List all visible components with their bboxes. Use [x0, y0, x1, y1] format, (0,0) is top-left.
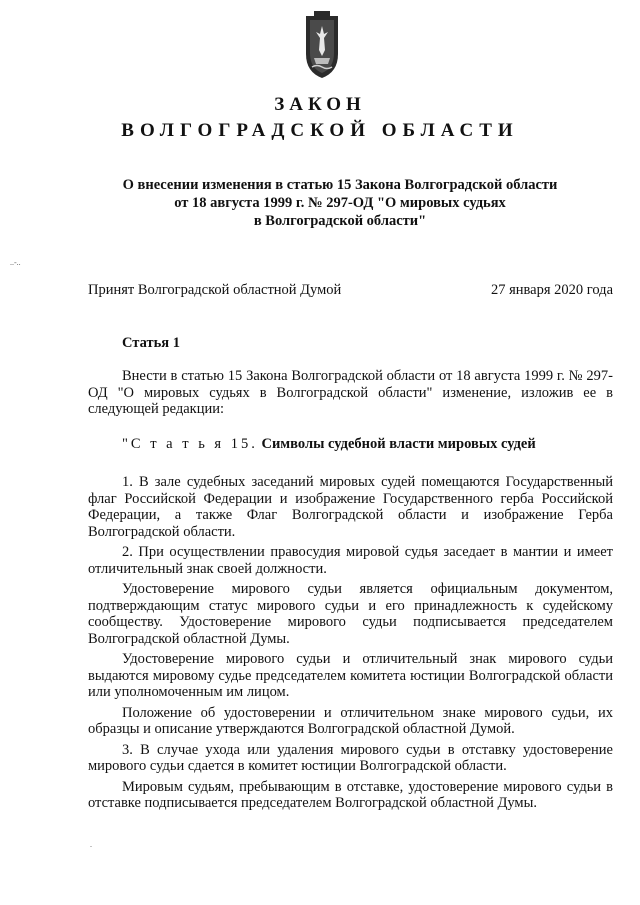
coat-of-arms-icon — [304, 10, 340, 80]
law-word-heading: ЗАКОН — [274, 94, 366, 115]
article-15-body — [88, 474, 613, 816]
scan-dot: . — [90, 840, 92, 849]
article-15-title: Символы судебной власти мировых судей — [261, 436, 536, 452]
article-1-heading: Статья 1 — [122, 335, 180, 351]
document-title-line: от 18 августа 1999 г. № 297-ОД "О мировых судьях — [174, 195, 506, 211]
paragraph: Удостоверение мирового судьи и отличительный знак мирового судьи выдаются мировому судье председателем комитета юстиции Волгоградской области или уполномоченным им лицом. — [88, 651, 613, 700]
paragraph: 2. При осуществлении правосудия мировой судья заседает в мантии и имеет отличительный знак своей должности. — [88, 544, 613, 577]
scan-mark: ..-.. — [10, 258, 21, 267]
paragraph: Мировым судьям, пребывающим в отставке, удостоверение мирового судьи в отставке подписывается председателем Волгоградской областной Думы. — [88, 778, 613, 811]
intro-paragraph: Внести в статью 15 Закона Волгоградской области от 18 августа 1999 г. № 297-ОД "О мировых судьях в Волгоградской области" изменение, изложив ее в следующей редакции: — [88, 368, 613, 417]
accepted-by: Принят Волгоградской областной Думой — [88, 282, 342, 298]
paragraph: Положение об удостоверении и отличительном знаке мирового судьи, их образцы и описание утверждаются Волгоградской областной Думой. — [88, 704, 613, 737]
article-15-heading — [122, 436, 536, 453]
article-1-intro — [88, 368, 613, 422]
adoption-date: 27 января 2020 года — [490, 282, 613, 298]
paragraph: Удостоверение мирового судьи является официальным документом, подтверждающим статус мирового судьи и его принадлежность к судейскому сообществу. Удостоверение мирового судьи подписывается председателем Волгоградской областной Думы. — [88, 581, 613, 647]
document-title-line: О внесении изменения в статью 15 Закона Волгоградской области — [122, 177, 558, 193]
paragraph: 1. В зале судебных заседаний мировых судей помещаются Государственный флаг Российской Федерации и изображение Государственного герба Российской Федерации, а также Флаг Волгоградской области и изображение Герба Волгоградской области. — [88, 474, 613, 540]
article-15-prefix: "С т а т ь я 15. — [122, 436, 258, 452]
document-title — [80, 176, 600, 230]
document-title-line: в Волгоградской области" — [253, 213, 427, 229]
region-heading: ВОЛГОГРАДСКОЙ ОБЛАСТИ — [121, 120, 519, 141]
paragraph: 3. В случае ухода или удаления мирового судьи в отставку удостоверение мирового судьи сдается в комитет юстиции Волгоградской области. — [88, 741, 613, 774]
